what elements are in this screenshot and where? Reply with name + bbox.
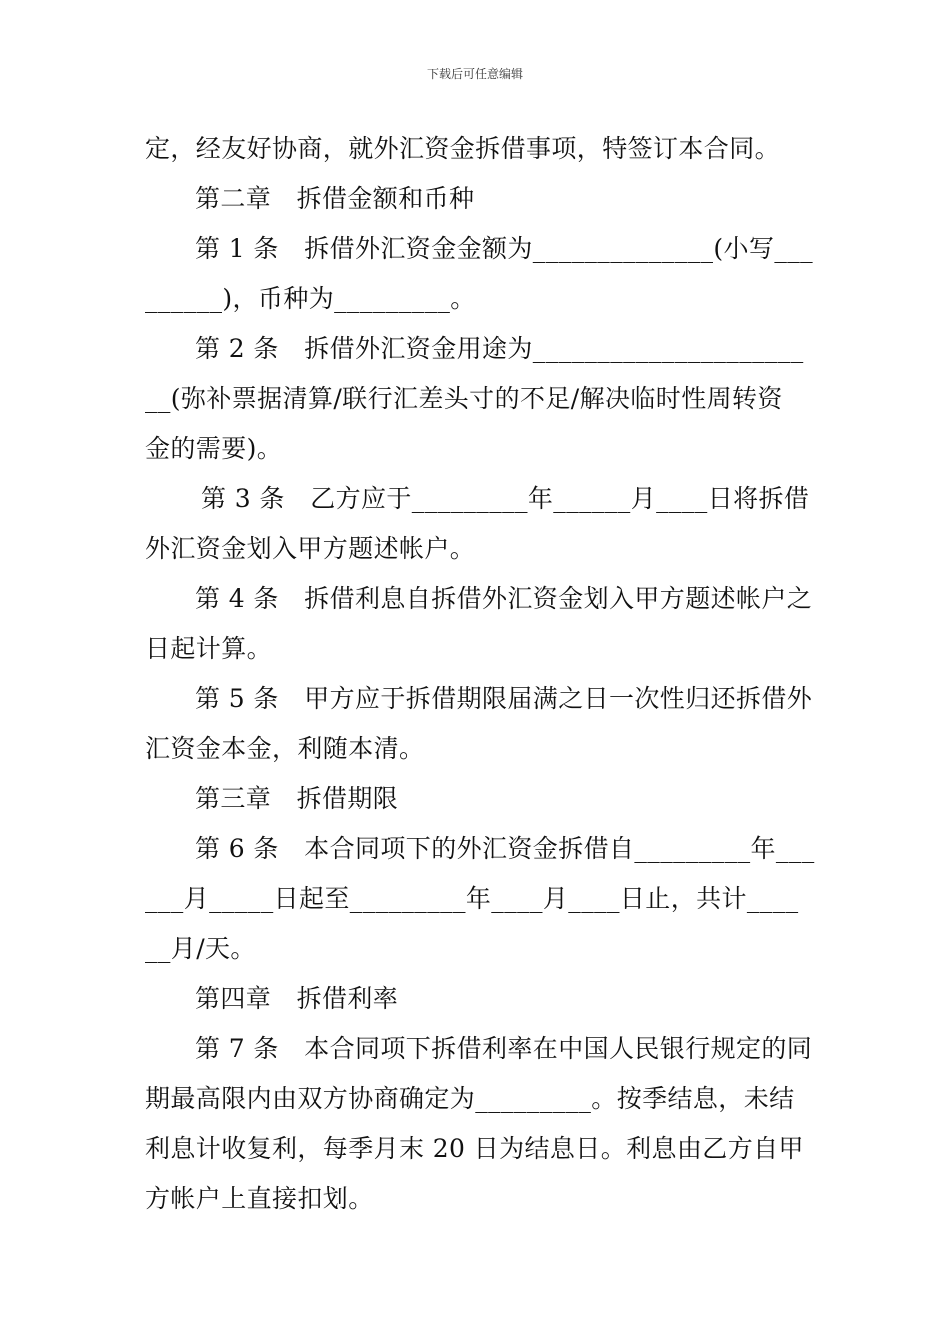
paragraph-line: 外汇资金划入甲方题述帐户。	[145, 534, 476, 563]
article-line: 第 7 条 本合同项下拆借利率在中国人民银行规定的同	[195, 1034, 813, 1063]
paragraph-line: 金的需要)。	[145, 434, 283, 463]
article-line: 第 6 条 本合同项下的外汇资金拆借自_________年___	[195, 834, 815, 863]
paragraph-line: 定，经友好协商，就外汇资金拆借事项，特签订本合同。	[145, 134, 781, 163]
paragraph-line: 汇资金本金，利随本清。	[145, 734, 425, 763]
paragraph-line: 方帐户上直接扣划。	[145, 1184, 374, 1213]
article-line: 第 3 条 乙方应于_________年______月____日将拆借	[201, 484, 810, 513]
chapter-heading: 第四章 拆借利率	[195, 984, 399, 1013]
paragraph-line: __月/天。	[145, 934, 256, 963]
document-body	[145, 127, 815, 1227]
chapter-heading: 第二章 拆借金额和币种	[195, 184, 475, 213]
article-line: 第 4 条 拆借利息自拆借外汇资金划入甲方题述帐户之	[195, 584, 813, 613]
paragraph-line: 期最高限内由双方协商确定为_________。按季结息，未结	[145, 1084, 795, 1113]
article-line: 第 2 条 拆借外汇资金用途为_____________________	[195, 334, 804, 363]
paragraph-line: 利息计收复利，每季月末 20 日为结息日。利息由乙方自甲	[145, 1134, 804, 1163]
paragraph-line: 日起计算。	[145, 634, 273, 663]
page-header-note: 下载后可任意编辑	[426, 67, 523, 81]
paragraph-line: ______)，币种为_________。	[145, 284, 476, 313]
paragraph-line: ___月_____日起至_________年____月____日止，共计____	[145, 884, 799, 913]
article-line: 第 1 条 拆借外汇资金金额为______________(小写___	[195, 234, 814, 263]
paragraph-line: __(弥补票据清算/联行汇差头寸的不足/解决临时性周转资	[145, 384, 783, 413]
chapter-heading: 第三章 拆借期限	[195, 784, 399, 813]
article-line: 第 5 条 甲方应于拆借期限届满之日一次性归还拆借外	[195, 684, 813, 713]
